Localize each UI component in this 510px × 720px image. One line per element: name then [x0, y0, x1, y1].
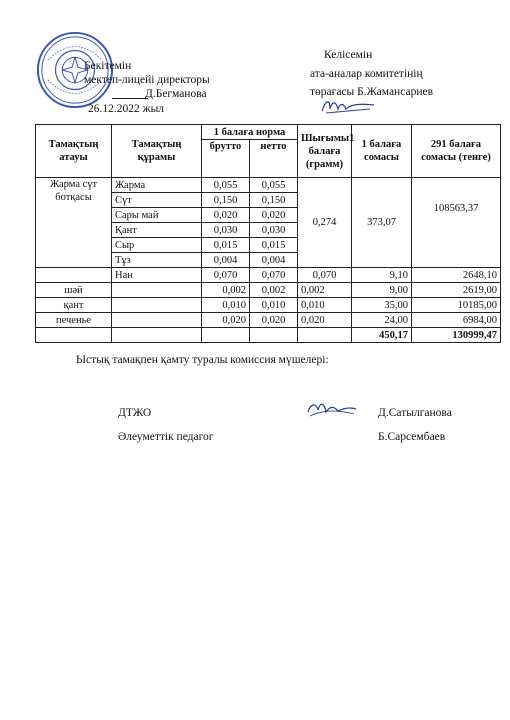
brutto-cell: 0,150 [202, 193, 250, 208]
ingredient-cell: Сыр [112, 238, 202, 253]
netto-cell: 0,015 [250, 238, 298, 253]
output-cell: 0,020 [298, 313, 352, 328]
netto-cell: 0,055 [250, 178, 298, 193]
header-composition: Тамақтың құрамы [112, 125, 202, 178]
netto-cell: 0,150 [250, 193, 298, 208]
brutto-cell: 0,030 [202, 223, 250, 238]
approval-approve-label: Бекітемін [84, 60, 132, 72]
menu-table [35, 124, 501, 343]
netto-cell: 0,020 [250, 208, 298, 223]
netto-cell: 0,004 [250, 253, 298, 268]
table-row [36, 298, 501, 313]
brutto-cell: 0,015 [202, 238, 250, 253]
header-output: Шығымы1 балаға (грамм) [298, 125, 352, 178]
output-cell: 0,274 [298, 178, 352, 268]
brutto-cell: 0,002 [202, 283, 250, 298]
netto-cell: 0,030 [250, 223, 298, 238]
brutto-cell: 0,055 [202, 178, 250, 193]
member-role: Әлеуметтік педагог [118, 431, 214, 443]
table-row [36, 178, 501, 193]
header-cost-total: 291 балаға сомасы (тенге) [412, 125, 501, 178]
ingredient-cell: Сары май [112, 208, 202, 223]
cost-per-child-cell: 9,10 [352, 268, 412, 283]
cost-total-cell: 10185,00 [412, 298, 501, 313]
cost-per-child-cell: 373,07 [352, 178, 412, 268]
approval-date: 26.12.2022 жыл [88, 103, 165, 115]
member-signature [304, 398, 360, 422]
agreement-agree-label: Келісемін [324, 49, 373, 61]
ingredient-cell: Нан [112, 268, 202, 283]
dish-name-porridge: Жарма сүт ботқасы [36, 178, 112, 268]
brutto-cell: 0,004 [202, 253, 250, 268]
total-row [36, 328, 501, 343]
empty-cell [36, 328, 112, 343]
header-norm: 1 балаға норма [202, 125, 298, 140]
agreement-chair-name: төрағасы Б.Жамансариев [310, 86, 434, 98]
ingredient-cell: Тұз [112, 253, 202, 268]
dish-name-cell: шәй [36, 283, 112, 298]
approval-position: мектеп-лицейі директоры [84, 74, 210, 86]
header-netto: нетто [250, 140, 298, 178]
cost-total-cell: 2648,10 [412, 268, 501, 283]
brutto-cell: 0,020 [202, 313, 250, 328]
ingredient-cell [112, 283, 202, 298]
chair-signature [318, 95, 378, 117]
netto-cell: 0,070 [250, 268, 298, 283]
agreement-position: ата-аналар комитетінің [310, 68, 423, 80]
brutto-cell: 0,020 [202, 208, 250, 223]
cost-total-cell: 6984,00 [412, 313, 501, 328]
total-cost-all: 130999,47 [412, 328, 501, 343]
cost-total-cell: 108563,37 [412, 178, 501, 268]
netto-cell: 0,010 [250, 298, 298, 313]
commission-title: Ыстық тамақпен қамту туралы комиссия мүшелері: [76, 354, 329, 366]
dish-name-cell: печенье [36, 313, 112, 328]
brutto-cell: 0,010 [202, 298, 250, 313]
brutto-cell: 0,070 [202, 268, 250, 283]
output-cell: 0,010 [298, 298, 352, 313]
member-name: Б.Сарсембаев [378, 431, 446, 443]
member-role: ДТЖО [118, 407, 152, 419]
approval-signature-line [112, 98, 148, 99]
ingredient-cell [112, 313, 202, 328]
output-cell: 0,070 [298, 268, 352, 283]
empty-cell [112, 328, 202, 343]
dish-name-cell: қант [36, 298, 112, 313]
cost-per-child-cell: 35,00 [352, 298, 412, 313]
netto-cell: 0,002 [250, 283, 298, 298]
member-name: Д.Сатылганова [378, 407, 452, 419]
approval-director-name: Д.Бегманова [145, 88, 207, 100]
output-cell: 0,002 [298, 283, 352, 298]
cost-per-child-cell: 24,00 [352, 313, 412, 328]
ingredient-cell: Жарма [112, 178, 202, 193]
total-cost-per-child: 450,17 [352, 328, 412, 343]
netto-cell: 0,020 [250, 313, 298, 328]
dish-name-cell [36, 268, 112, 283]
header-dish-name: Тамақтың атауы [36, 125, 112, 178]
empty-cell [250, 328, 298, 343]
table-row [36, 313, 501, 328]
cost-total-cell: 2619,00 [412, 283, 501, 298]
empty-cell [202, 328, 250, 343]
ingredient-cell [112, 298, 202, 313]
cost-per-child-cell: 9,00 [352, 283, 412, 298]
header-cost-per-child: 1 балаға сомасы [352, 125, 412, 178]
ingredient-cell: Қант [112, 223, 202, 238]
ingredient-cell: Сүт [112, 193, 202, 208]
header-brutto: брутто [202, 140, 250, 178]
table-row [36, 283, 501, 298]
empty-cell [298, 328, 352, 343]
table-row [36, 268, 501, 283]
